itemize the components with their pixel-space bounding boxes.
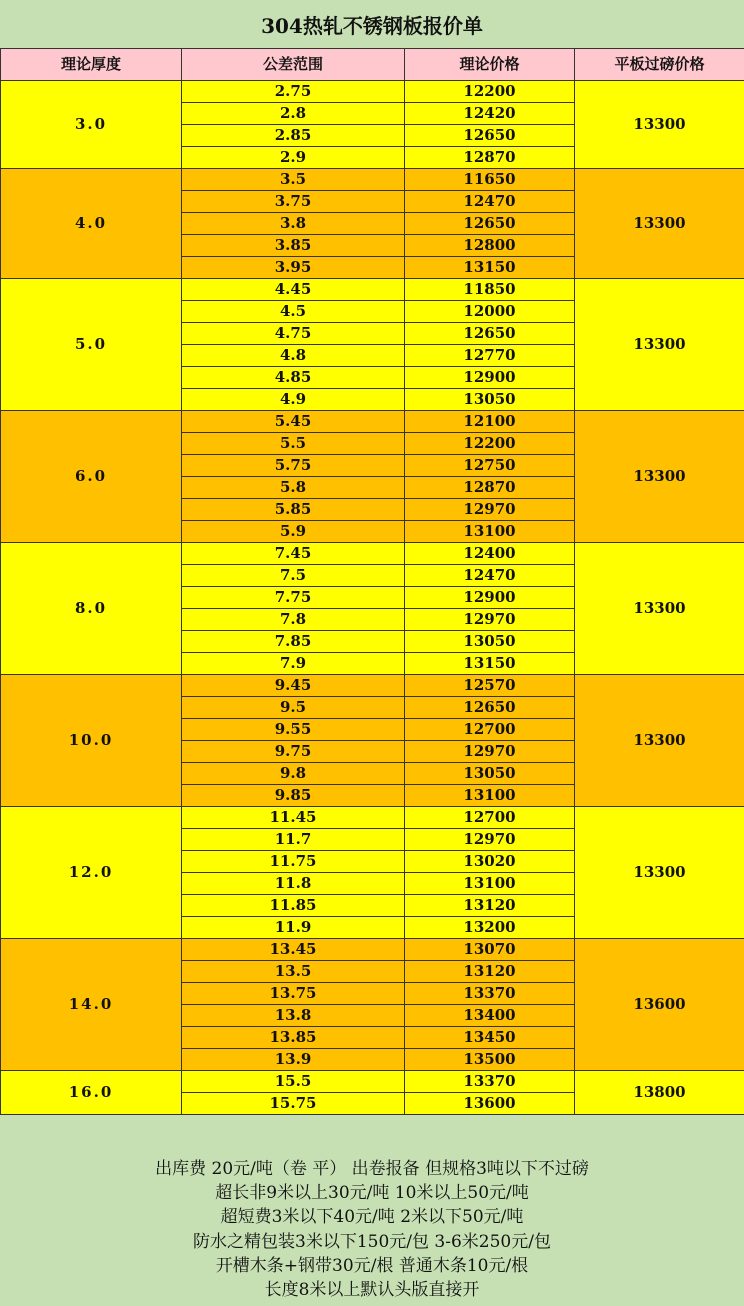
tolerance-cell: 11.9: [182, 917, 405, 939]
theory-price-cell: 13150: [405, 653, 575, 675]
table-row: [1, 411, 744, 433]
tolerance-cell: 13.85: [182, 1027, 405, 1049]
tolerance-cell: 7.85: [182, 631, 405, 653]
thickness-cell: 5.0: [1, 279, 182, 411]
theory-price-cell: 13400: [405, 1005, 575, 1027]
tolerance-cell: 7.45: [182, 543, 405, 565]
tolerance-cell: 9.8: [182, 763, 405, 785]
tolerance-cell: 13.75: [182, 983, 405, 1005]
theory-price-cell: 13100: [405, 521, 575, 543]
theory-price-cell: 12900: [405, 587, 575, 609]
flat-price-cell: 13600: [575, 939, 744, 1071]
theory-price-cell: 12470: [405, 191, 575, 213]
flat-price-cell: 13800: [575, 1071, 744, 1115]
tolerance-cell: 5.75: [182, 455, 405, 477]
tolerance-cell: 7.9: [182, 653, 405, 675]
header-tolerance: 公差范围: [182, 49, 405, 81]
theory-price-cell: 13100: [405, 873, 575, 895]
theory-price-cell: 13070: [405, 939, 575, 961]
tolerance-cell: 2.8: [182, 103, 405, 125]
theory-price-cell: 12650: [405, 125, 575, 147]
theory-price-cell: 13370: [405, 983, 575, 1005]
theory-price-cell: 13050: [405, 389, 575, 411]
flat-price-cell: 13300: [575, 279, 744, 411]
theory-price-cell: 12970: [405, 609, 575, 631]
table-row: [1, 807, 744, 829]
tolerance-cell: 5.5: [182, 433, 405, 455]
theory-price-cell: 12870: [405, 477, 575, 499]
tolerance-cell: 11.75: [182, 851, 405, 873]
thickness-cell: 3.0: [1, 81, 182, 169]
theory-price-cell: 11850: [405, 279, 575, 301]
tolerance-cell: 13.9: [182, 1049, 405, 1071]
thickness-cell: 10.0: [1, 675, 182, 807]
tolerance-cell: 9.85: [182, 785, 405, 807]
tolerance-cell: 15.5: [182, 1071, 405, 1093]
thickness-cell: 4.0: [1, 169, 182, 279]
tolerance-cell: 15.75: [182, 1093, 405, 1115]
tolerance-cell: 5.8: [182, 477, 405, 499]
note-line: 超长非9米以上30元/吨 10米以上50元/吨: [215, 1183, 529, 1204]
tolerance-cell: 2.85: [182, 125, 405, 147]
note-line: 超短费3米以下40元/吨 2米以下50元/吨: [220, 1207, 524, 1228]
tolerance-cell: 9.55: [182, 719, 405, 741]
theory-price-cell: 13120: [405, 895, 575, 917]
tolerance-cell: 13.8: [182, 1005, 405, 1027]
theory-price-cell: 12650: [405, 213, 575, 235]
tolerance-cell: 9.75: [182, 741, 405, 763]
flat-price-cell: 13300: [575, 81, 744, 169]
theory-price-cell: 13370: [405, 1071, 575, 1093]
table-row: [1, 169, 744, 191]
thickness-cell: 6.0: [1, 411, 182, 543]
theory-price-cell: 12970: [405, 829, 575, 851]
theory-price-cell: 12700: [405, 807, 575, 829]
flat-price-cell: 13300: [575, 411, 744, 543]
theory-price-cell: 12400: [405, 543, 575, 565]
tolerance-cell: 2.9: [182, 147, 405, 169]
theory-price-cell: 12650: [405, 323, 575, 345]
header-theory-price: 理论价格: [405, 49, 575, 81]
tolerance-cell: 2.75: [182, 81, 405, 103]
theory-price-cell: 12900: [405, 367, 575, 389]
note-line: 出库费 20元/吨（卷 平） 出卷报备 但规格3吨以下不过磅: [155, 1159, 589, 1180]
sheet-title: 304热轧不锈钢板报价单: [0, 0, 744, 48]
tolerance-cell: 7.75: [182, 587, 405, 609]
table-row: [1, 81, 744, 103]
theory-price-cell: 11650: [405, 169, 575, 191]
table-row: [1, 279, 744, 301]
theory-price-cell: 12750: [405, 455, 575, 477]
tolerance-cell: 5.85: [182, 499, 405, 521]
tolerance-cell: 7.5: [182, 565, 405, 587]
tolerance-cell: 3.85: [182, 235, 405, 257]
price-table: [0, 48, 744, 1115]
tolerance-cell: 9.5: [182, 697, 405, 719]
thickness-cell: 16.0: [1, 1071, 182, 1115]
theory-price-cell: 13150: [405, 257, 575, 279]
tolerance-cell: 3.8: [182, 213, 405, 235]
theory-price-cell: 12570: [405, 675, 575, 697]
tolerance-cell: 3.95: [182, 257, 405, 279]
tolerance-cell: 11.85: [182, 895, 405, 917]
theory-price-cell: 13600: [405, 1093, 575, 1115]
tolerance-cell: 5.9: [182, 521, 405, 543]
theory-price-cell: 13100: [405, 785, 575, 807]
theory-price-cell: 12970: [405, 499, 575, 521]
theory-price-cell: 12100: [405, 411, 575, 433]
theory-price-cell: 13050: [405, 631, 575, 653]
header-flat-price: 平板过磅价格: [575, 49, 744, 81]
theory-price-cell: 12970: [405, 741, 575, 763]
theory-price-cell: 12870: [405, 147, 575, 169]
theory-price-cell: 13450: [405, 1027, 575, 1049]
tolerance-cell: 4.45: [182, 279, 405, 301]
theory-price-cell: 13200: [405, 917, 575, 939]
header-row: [1, 49, 744, 81]
tolerance-cell: 13.45: [182, 939, 405, 961]
thickness-cell: 12.0: [1, 807, 182, 939]
theory-price-cell: 12650: [405, 697, 575, 719]
theory-price-cell: 12200: [405, 81, 575, 103]
tolerance-cell: 4.85: [182, 367, 405, 389]
note-line: 开槽木条+钢带30元/根 普通木条10元/根: [215, 1255, 529, 1276]
theory-price-cell: 12770: [405, 345, 575, 367]
theory-price-cell: 12800: [405, 235, 575, 257]
theory-price-cell: 13500: [405, 1049, 575, 1071]
theory-price-cell: 12200: [405, 433, 575, 455]
table-row: [1, 1071, 744, 1093]
tolerance-cell: 11.8: [182, 873, 405, 895]
note-line: 防水之精包装3米以下150元/包 3-6米250元/包: [193, 1231, 551, 1252]
theory-price-cell: 12420: [405, 103, 575, 125]
flat-price-cell: 13300: [575, 675, 744, 807]
tolerance-cell: 5.45: [182, 411, 405, 433]
notes-section: [0, 1153, 744, 1306]
theory-price-cell: 13020: [405, 851, 575, 873]
thickness-cell: 8.0: [1, 543, 182, 675]
tolerance-cell: 4.5: [182, 301, 405, 323]
tolerance-cell: 7.8: [182, 609, 405, 631]
theory-price-cell: 12470: [405, 565, 575, 587]
tolerance-cell: 13.5: [182, 961, 405, 983]
table-row: [1, 543, 744, 565]
header-thickness: 理论厚度: [1, 49, 182, 81]
table-row: [1, 939, 744, 961]
tolerance-cell: 3.5: [182, 169, 405, 191]
tolerance-cell: 11.45: [182, 807, 405, 829]
tolerance-cell: 11.7: [182, 829, 405, 851]
tolerance-cell: 4.75: [182, 323, 405, 345]
theory-price-cell: 12700: [405, 719, 575, 741]
tolerance-cell: 4.8: [182, 345, 405, 367]
table-row: [1, 675, 744, 697]
flat-price-cell: 13300: [575, 169, 744, 279]
theory-price-cell: 13050: [405, 763, 575, 785]
note-line: 长度8米以上默认头版直接开: [264, 1279, 480, 1300]
tolerance-cell: 4.9: [182, 389, 405, 411]
tolerance-cell: 3.75: [182, 191, 405, 213]
thickness-cell: 14.0: [1, 939, 182, 1071]
table-body: [1, 81, 744, 1115]
flat-price-cell: 13300: [575, 543, 744, 675]
theory-price-cell: 12000: [405, 301, 575, 323]
flat-price-cell: 13300: [575, 807, 744, 939]
theory-price-cell: 13120: [405, 961, 575, 983]
tolerance-cell: 9.45: [182, 675, 405, 697]
